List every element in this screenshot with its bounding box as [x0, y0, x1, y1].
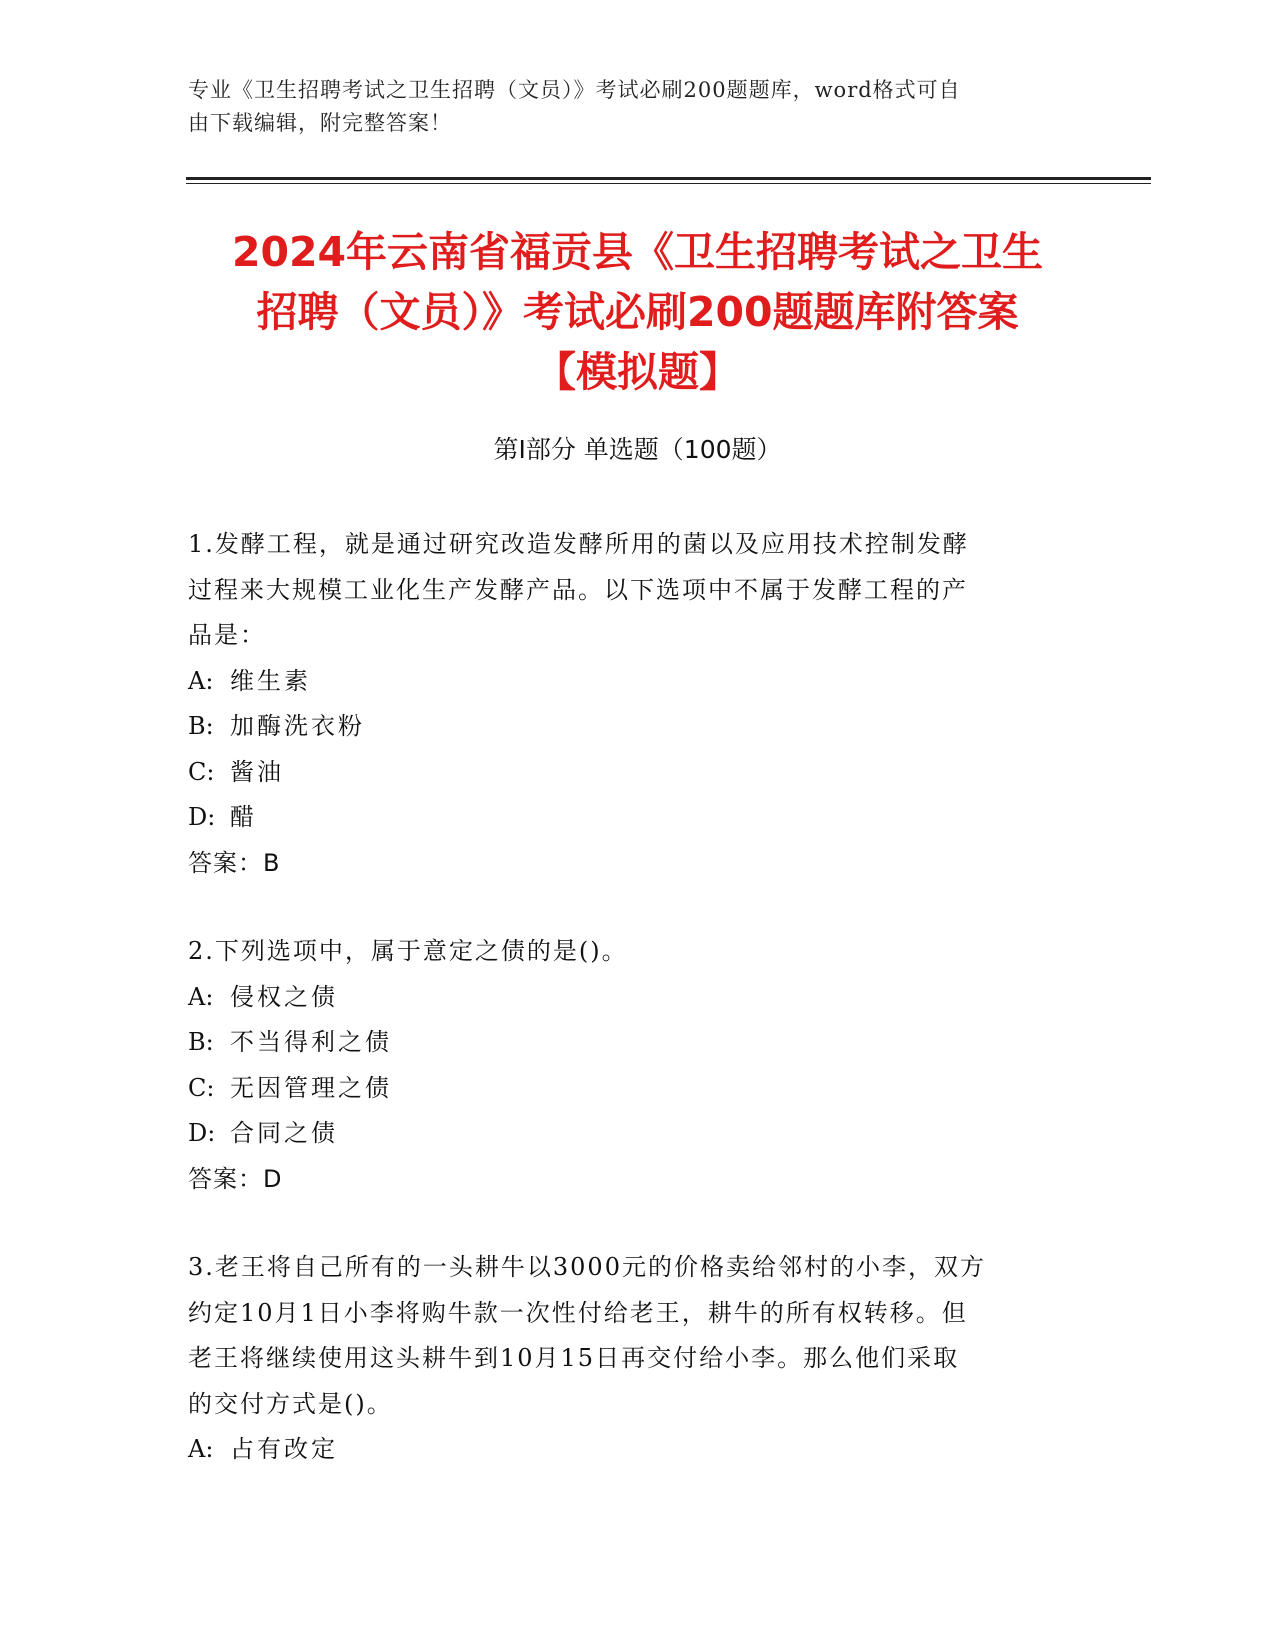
question-stem-line: 约定10月1日小李将购牛款一次性付给老王，耕牛的所有权转移。但 [188, 1298, 968, 1327]
option-b [188, 1020, 1068, 1066]
question-3 [188, 1245, 1068, 1473]
option-d [188, 1111, 1068, 1157]
option-label: A: [188, 666, 214, 695]
option-text: 合同之债 [230, 1119, 338, 1147]
option-label: C: [188, 1073, 215, 1102]
document-title [150, 222, 1125, 402]
question-stem-line: 3.老王将自己所有的一头耕牛以3000元的价格卖给邻村的小李，双方 [188, 1253, 986, 1281]
question-stem-line: 1.发酵工程，就是通过研究改造发酵所用的菌以及应用技术控制发酵 [188, 530, 969, 558]
option-b [188, 704, 1068, 750]
header-note [188, 74, 1088, 140]
option-text: 占有改定 [230, 1435, 338, 1463]
option-text: 不当得利之债 [230, 1028, 392, 1056]
option-label: B: [188, 712, 214, 740]
question-list [188, 522, 1068, 1516]
option-label: D: [188, 803, 216, 831]
question-stem [188, 522, 1068, 659]
question-stem-line: 的交付方式是()。 [188, 1389, 393, 1418]
question-stem-line: 2.下列选项中，属于意定之债的是()。 [188, 937, 628, 965]
question-stem [188, 1245, 1068, 1427]
header-note-line: 由下载编辑，附完整答案！ [188, 111, 452, 135]
option-text: 酱油 [230, 757, 284, 786]
option-text: 无因管理之债 [230, 1073, 392, 1102]
answer: 答案：D [188, 1164, 283, 1193]
title-line: 2024年云南省福贡县《卫生招聘考试之卫生 [231, 228, 1044, 276]
question-stem-line: 老王将继续使用这头耕牛到10月15日再交付给小李。那么他们采取 [188, 1344, 960, 1372]
question-2 [188, 929, 1068, 1202]
header-rule-thick [186, 177, 1151, 180]
option-c [188, 1066, 1068, 1112]
option-a [188, 1427, 1068, 1473]
option-a [188, 659, 1068, 705]
option-text: 维生素 [230, 666, 311, 695]
section-heading: 第Ⅰ部分 单选题（100题） [493, 435, 782, 464]
option-a [188, 975, 1068, 1021]
title-line: 招聘（文员）》考试必刷200题题库附答案 [256, 288, 1019, 336]
question-stem [188, 929, 1068, 975]
option-label: B: [188, 1028, 214, 1056]
header-rule-thin [186, 183, 1151, 184]
option-text: 加酶洗衣粉 [230, 712, 365, 740]
option-label: C: [188, 757, 215, 786]
question-1 [188, 522, 1068, 886]
answer: 答案：B [188, 848, 281, 877]
option-label: A: [188, 1435, 214, 1463]
option-label: A: [188, 982, 214, 1011]
option-c [188, 750, 1068, 796]
title-line: 【模拟题】 [535, 348, 740, 396]
header-note-line: 专业《卫生招聘考试之卫生招聘（文员）》考试必刷200题题库，word格式可自 [188, 78, 961, 102]
question-stem-line: 过程来大规模工业化生产发酵产品。以下选项中不属于发酵工程的产 [188, 575, 968, 604]
option-text: 侵权之债 [230, 982, 338, 1011]
option-d [188, 795, 1068, 841]
option-label: D: [188, 1119, 216, 1147]
question-stem-line: 品是： [188, 621, 266, 649]
option-text: 醋 [230, 803, 257, 831]
